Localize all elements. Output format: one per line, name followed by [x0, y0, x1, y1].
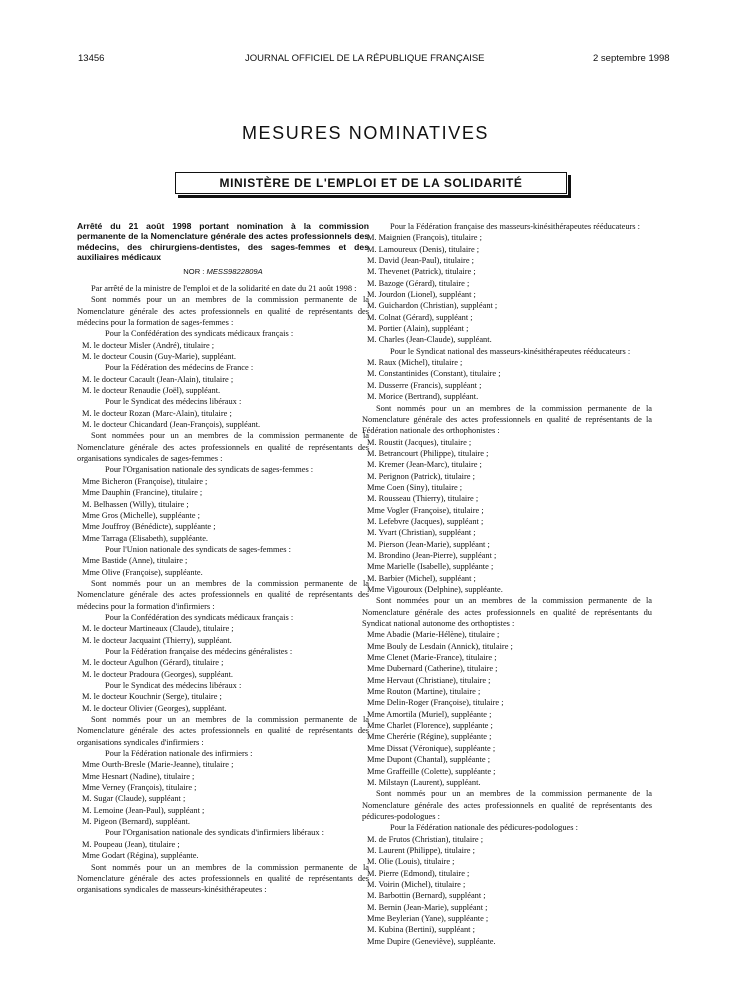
list-item: M. Raux (Michel), titulaire ;	[367, 358, 463, 368]
list-item: M. Kubina (Bertini), suppléant ;	[367, 925, 475, 935]
list-item: Mme Delin-Roger (Françoise), titulaire ;	[367, 698, 504, 708]
list-item: Mme Dupire (Geneviève), suppléante.	[367, 936, 496, 946]
list-item: M. Colnat (Gérard), suppléant ;	[367, 312, 473, 322]
list-item: M. le docteur Pradoura (Georges), suppléant.	[82, 669, 234, 679]
list-item: M. Betrancourt (Philippe), titulaire ;	[367, 448, 489, 458]
list-item: M. Lefebvre (Jacques), suppléant ;	[367, 516, 484, 526]
list-item: M. le docteur Chicandard (Jean-François), suppléant.	[82, 420, 261, 430]
organization-heading: Pour l'Organisation nationale des syndicats de sages-femmes :	[105, 465, 314, 475]
organization-heading: Pour la Fédération française des masseurs-kinésithérapeutes rééducateurs :	[390, 222, 640, 231]
page-number: 13456	[78, 53, 105, 64]
list-item: Mme Abadie (Marie-Hélène), titulaire ;	[367, 630, 500, 640]
organization-heading: Pour le Syndicat national des masseurs-kinésithérapeutes rééducateurs :	[390, 346, 631, 356]
list-item: Mme Bastide (Anne), titulaire ;	[82, 556, 188, 566]
organization-heading: Pour la Confédération des syndicats médicaux français :	[105, 612, 294, 622]
list-item: M. le docteur Agulhon (Gérard), titulaire ;	[82, 658, 224, 668]
list-item: Mme Routon (Martine), titulaire ;	[367, 687, 481, 697]
list-item: M. Bernin (Jean-Marie), suppléant ;	[367, 902, 488, 912]
list-item: Mme Godart (Régina), suppléante.	[82, 851, 199, 861]
list-item: Mme Clenet (Marie-France), titulaire ;	[367, 653, 497, 663]
list-item: M. Morice (Bertrand), suppléant.	[367, 392, 479, 402]
list-item: M. Voirin (Michel), titulaire ;	[367, 879, 466, 889]
list-item: M. Constantinides (Constant), titulaire ;	[367, 369, 501, 379]
right-column	[362, 221, 652, 947]
paragraph: Sont nommées pour un an membres de la commission permanente de la Nomenclature générale des actes professionnels en qualité de représentants du Syndicat national autonome des orthoptistes :	[362, 596, 652, 629]
list-item: Mme Vigouroux (Delphine), suppléante.	[367, 585, 503, 594]
list-item: M. le docteur Rozan (Marc-Alain), titulaire ;	[82, 408, 232, 418]
list-item: Mme Dubernard (Catherine), titulaire ;	[367, 664, 498, 674]
list-item: M. Laurent (Philippe), titulaire ;	[367, 845, 475, 855]
list-item: M. Guichardon (Christian), suppléant ;	[367, 301, 498, 311]
organization-heading: Pour l'Union nationale des syndicats de sages-femmes :	[105, 544, 291, 554]
list-item: M. Portier (Alain), suppléant ;	[367, 324, 469, 334]
list-item: M. Olie (Louis), titulaire ;	[367, 857, 455, 867]
list-item: M. Barbier (Michel), suppléant ;	[367, 573, 476, 583]
list-item: M. Sugar (Claude), suppléant ;	[82, 794, 186, 804]
list-item: Mme Vogler (Françoise), titulaire ;	[367, 505, 484, 515]
organization-heading: Pour le Syndicat des médecins libéraux :	[105, 681, 242, 690]
list-item: M. Pierre (Edmond), titulaire ;	[367, 868, 470, 878]
organization-heading: Pour la Fédération nationale des pédicures-podologues :	[390, 823, 578, 833]
list-item: M. le docteur Kouchnir (Serge), titulaire ;	[82, 692, 222, 702]
paragraph: Sont nommés pour un an membres de la commission permanente de la Nomenclature générale des actes professionnels en qualité de représentants des organisations syndicales d'infirmiers :	[77, 715, 369, 747]
paragraph: Sont nommés pour un an membres de la commission permanente de la Nomenclature générale des actes professionnels en qualité de représentants des organisations syndicales de masseurs-kinésithérapeutes :	[77, 862, 369, 895]
list-item: M. le docteur Renaudie (Joël), suppléant.	[82, 386, 221, 396]
list-item: M. Milstayn (Laurent), suppléant.	[367, 777, 481, 787]
list-item: M. de Frutos (Christian), titulaire ;	[367, 834, 484, 844]
list-item: M. Thevenet (Patrick), titulaire ;	[367, 267, 476, 277]
journal-title: JOURNAL OFFICIEL DE LA RÉPUBLIQUE FRANÇAISE	[245, 53, 485, 64]
list-item: M. le docteur Olivier (Georges), suppléant.	[82, 703, 227, 713]
list-item: M. Poupeau (Jean), titulaire ;	[82, 839, 180, 849]
list-item: Mme Ourth-Bresle (Marie-Jeanne), titulaire ;	[82, 760, 234, 770]
list-item: Mme Beylerian (Yane), suppléante ;	[367, 913, 489, 923]
organization-heading: Pour la Confédération des syndicats médicaux français :	[105, 329, 294, 339]
list-item: M. Bazoge (Gérard), titulaire ;	[367, 278, 470, 288]
arrete-title: Arrêté du 21 août 1998 portant nomination à la commission permanente de la Nomenclature générale des actes professionnels des médecins, des chirurgiens-dentistes, des sages-femmes et des auxiliaires médicaux	[77, 221, 369, 263]
organization-heading: Pour l'Organisation nationale des syndicats d'infirmiers libéraux :	[105, 828, 324, 838]
list-item: Mme Cherérie (Régine), suppléante ;	[367, 732, 492, 742]
list-item: Mme Marielle (Isabelle), suppléante ;	[367, 562, 494, 572]
organization-heading: Pour la Fédération des médecins de France :	[105, 363, 254, 373]
list-item: M. Dusserre (Francis), suppléant ;	[367, 380, 482, 390]
list-item: M. Maignien (François), titulaire ;	[367, 233, 482, 243]
list-item: M. Charles (Jean-Claude), suppléant.	[367, 335, 492, 345]
paragraph: Sont nommés pour un an membres de la commission permanente de la Nomenclature générale des actes professionnels en qualité de représentants des médecins pour la formation d'infirmiers :	[77, 578, 369, 611]
left-column	[77, 221, 369, 896]
list-item: Mme Tarraga (Elisabeth), suppléante.	[82, 533, 208, 543]
nor-label: NOR :	[183, 266, 205, 276]
list-item: M. Kremer (Jean-Marc), titulaire ;	[367, 460, 482, 470]
paragraph: Sont nommés pour un an membres de la commission permanente de la Nomenclature générale des actes professionnels en qualité de représentants des pédicures-podologues :	[362, 789, 652, 821]
publication-date: 2 septembre 1998	[593, 53, 670, 64]
list-item: M. Roustit (Jacques), titulaire ;	[367, 437, 472, 447]
ministry-title: MINISTÈRE DE L'EMPLOI ET DE LA SOLIDARITÉ	[219, 176, 523, 190]
list-item: Mme Hesnart (Nadine), titulaire ;	[82, 771, 195, 781]
organization-heading: Pour la Fédération française des médecins généralistes :	[105, 646, 293, 656]
list-item: Mme Charlet (Florence), suppléante ;	[367, 721, 493, 731]
ministry-box	[175, 172, 567, 194]
list-item: M. Lamoureux (Denis), titulaire ;	[367, 244, 480, 254]
list-item: Mme Bicheron (Françoise), titulaire ;	[82, 476, 208, 486]
list-item: Mme Dauphin (Francine), titulaire ;	[82, 488, 203, 498]
organization-heading: Pour la Fédération nationale des infirmiers :	[105, 749, 253, 759]
list-item: Mme Amortila (Muriel), suppléante ;	[367, 709, 492, 719]
list-item: M. Lemoine (Jean-Paul), suppléant ;	[82, 805, 205, 815]
list-item: M. le docteur Jacquaint (Thierry), suppléant.	[82, 635, 232, 645]
list-item: M. Yvart (Christian), suppléant ;	[367, 528, 476, 538]
list-item: M. David (Jean-Paul), titulaire ;	[367, 256, 474, 266]
list-item: Mme Dupont (Chantal), suppléante ;	[367, 755, 491, 765]
list-item: M. Perignon (Patrick), titulaire ;	[367, 471, 475, 481]
list-item: M. Barbottin (Bernard), suppléant ;	[367, 891, 486, 901]
list-item: M. le docteur Cousin (Guy-Marie), suppléant.	[82, 352, 236, 362]
list-item: M. Pierson (Jean-Marie), suppléant ;	[367, 539, 490, 549]
list-item: M. le docteur Cacault (Jean-Alain), titulaire ;	[82, 374, 234, 384]
nor-reference	[77, 266, 369, 277]
list-item: M. Brondino (Jean-Pierre), suppléant ;	[367, 550, 497, 560]
list-item: Mme Coen (Siny), titulaire ;	[367, 482, 463, 492]
paragraph: Sont nommés pour un an membres de la commission permanente de la Nomenclature générale des actes professionnels en qualité de représentants de la Fédération nationale des orthophonistes :	[362, 403, 652, 436]
paragraph: Sont nommés pour un an membres de la commission permanente de la Nomenclature générale des actes professionnels en qualité de représentants des médecins pour la formation de sages-femmes :	[77, 295, 369, 327]
list-item: M. Rousseau (Thierry), titulaire ;	[367, 494, 479, 504]
paragraph: Par arrêté de la ministre de l'emploi et de la solidarité en date du 21 août 1998 :	[91, 283, 357, 293]
list-item: M. le docteur Misler (André), titulaire ;	[82, 340, 215, 350]
list-item: M. Pigeon (Bernard), suppléant.	[82, 817, 190, 827]
list-item: Mme Bouly de Lesdain (Annick), titulaire ;	[367, 641, 513, 651]
list-item: Mme Graffeille (Colette), suppléante ;	[367, 766, 496, 776]
list-item: Mme Hervaut (Christiane), titulaire ;	[367, 675, 491, 685]
section-title: MESURES NOMINATIVES	[241, 123, 490, 143]
list-item: Mme Jouffroy (Bénédicte), suppléante ;	[82, 522, 216, 532]
organization-heading: Pour le Syndicat des médecins libéraux :	[105, 397, 242, 407]
list-item: Mme Verney (François), titulaire ;	[82, 783, 197, 793]
list-item: Mme Dissat (Véronique), suppléante ;	[367, 743, 496, 753]
page-header	[0, 53, 731, 67]
list-item: M. Jourdon (Lionel), suppléant ;	[367, 290, 476, 300]
paragraph: Sont nommées pour un an membres de la commission permanente de la Nomenclature générale des actes professionnels en qualité de représentants des organisations syndicales de sages-femmes :	[77, 431, 369, 464]
list-item: M. Belhassen (Willy), titulaire ;	[82, 499, 189, 509]
list-item: Mme Gros (Michelle), suppléante ;	[82, 510, 200, 520]
nor-code: MESS9822809A	[206, 266, 263, 276]
list-item: M. le docteur Martineaux (Claude), titulaire ;	[82, 624, 234, 634]
list-item: Mme Olive (Françoise), suppléante.	[82, 567, 203, 577]
